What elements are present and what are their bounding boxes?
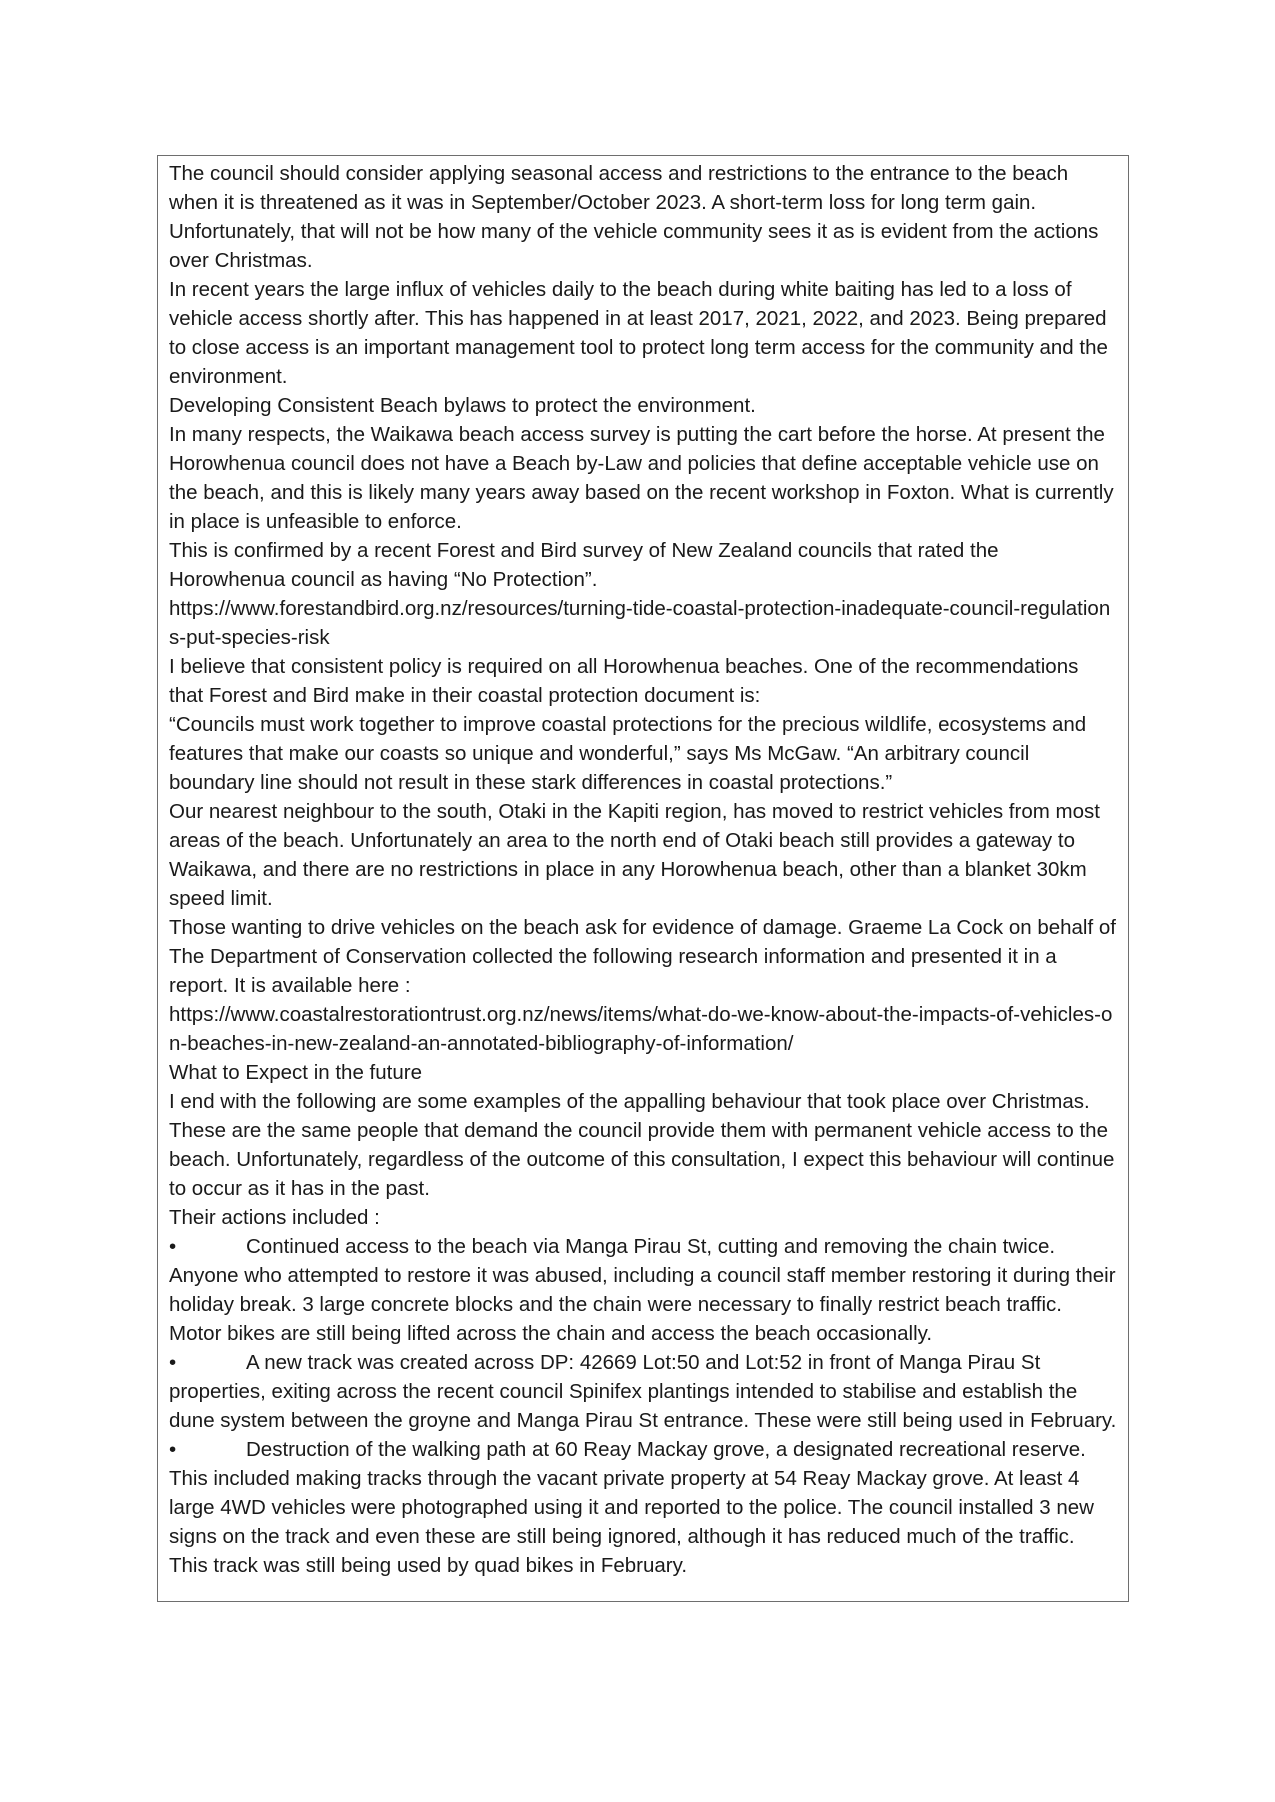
paragraph-cart-before-horse: In many respects, the Waikawa beach access survey is putting the cart before the horse. At present the Horowhenua council does not have a Beach by-Law and policies that define acceptable vehicle use on the beach, and this is likely many years away based on the recent workshop in Foxton. What is currently in place is unfeasible to enforce. (169, 423, 1114, 533)
paragraph-future-heading: What to Expect in the future (169, 1061, 422, 1084)
paragraph-whitebaiting-influx: In recent years the large influx of vehicles daily to the beach during white baiting has led to a loss of vehicle access shortly after. This has happened in at least 2017, 2021, 2022, and 2023. Being prepared to close access is an important management tool to protect long term access for the community and the environment. (169, 278, 1108, 388)
forest-bird-link[interactable]: https://www.forestandbird.org.nz/resources/turning-tide-coastal-protection-inadequate-council-regulations-put-species-risk (169, 597, 1111, 649)
bullet-text: Continued access to the beach via Manga Pirau St, cutting and removing the chain twice. Anyone who attempted to restore it was abused, including a council staff member restoring it during their holiday break. 3 large concrete blocks and the chain were necessary to finally restrict beach traffic. Motor bikes are still being lifted across the chain and access the beach occasionally. (169, 1235, 1116, 1345)
bullet-text: A new track was created across DP: 42669 Lot:50 and Lot:52 in front of Manga Pirau St properties, exiting across the recent council Spinifex plantings intended to stabilise and establish the dune system between the groyne and Manga Pirau St entrance. These were still being used in February. (169, 1351, 1117, 1432)
bullet-icon: • (169, 1438, 177, 1461)
paragraph-mcgaw-quote: “Councils must work together to improve coastal protections for the precious wildlife, ecosystems and features that make our coasts so unique and wonderful,” says Ms McGaw. “An arbitrary council boundary line should not result in these stark differences in coastal protections.” (169, 713, 1087, 794)
bullet-icon: • (169, 1235, 177, 1258)
submission-text-box (157, 155, 1129, 1602)
paragraph-forest-bird-survey: This is confirmed by a recent Forest and Bird survey of New Zealand councils that rated the Horowhenua council as having “No Protection”. (169, 539, 999, 591)
paragraph-bylaws-heading: Developing Consistent Beach bylaws to protect the environment. (169, 394, 756, 417)
paragraph-actions-intro: Their actions included : (169, 1206, 380, 1229)
paragraph-appalling-behaviour: I end with the following are some examples of the appalling behaviour that took place over Christmas. These are the same people that demand the council provide them with permanent vehicle access to the beach. Unfortunately, regardless of the outcome of this consultation, I expect this behaviour will continue to occur as it has in the past. (169, 1090, 1115, 1200)
bullet-item-walking-path (169, 1435, 1117, 1580)
coastal-restoration-link[interactable]: https://www.coastalrestorationtrust.org.nz/news/items/what-do-we-know-about-the-impacts-of-vehicles-on-beaches-in-new-zealand-an-annotated-bibliography-of-information/ (169, 1003, 1113, 1055)
bullet-item-manga-pirau-access (169, 1232, 1117, 1348)
paragraph-seasonal-access: The council should consider applying seasonal access and restrictions to the entrance to the beach when it is threatened as it was in September/October 2023. A short-term loss for long term gain. Unfortunately, that will not be how many of the vehicle community sees it as is evident from the actions over Christmas. (169, 162, 1099, 272)
paragraph-otaki-neighbour: Our nearest neighbour to the south, Otaki in the Kapiti region, has moved to restrict vehicles from most areas of the beach. Unfortunately an area to the north end of Otaki beach still provides a gateway to Waikawa, and there are no restrictions in place in any Horowhenua beach, other than a blanket 30km speed limit. (169, 800, 1100, 910)
paragraph-evidence-of-damage: Those wanting to drive vehicles on the beach ask for evidence of damage. Graeme La Cock on behalf of The Department of Conservation collected the following research information and presented it in a report. It is available here : (169, 916, 1116, 997)
bullet-icon: • (169, 1351, 177, 1374)
paragraph-consistent-policy: I believe that consistent policy is required on all Horowhenua beaches. One of the recommendations that Forest and Bird make in their coastal protection document is: (169, 655, 1079, 707)
bullet-text: Destruction of the walking path at 60 Reay Mackay grove, a designated recreational reserve. This included making tracks through the vacant private property at 54 Reay Mackay grove. At least 4 large 4WD vehicles were photographed using it and reported to the police. The council installed 3 new signs on the track and even these are still being ignored, although it has reduced much of the traffic. This track was still being used by quad bikes in February. (169, 1438, 1094, 1577)
bullet-item-new-track (169, 1348, 1117, 1435)
